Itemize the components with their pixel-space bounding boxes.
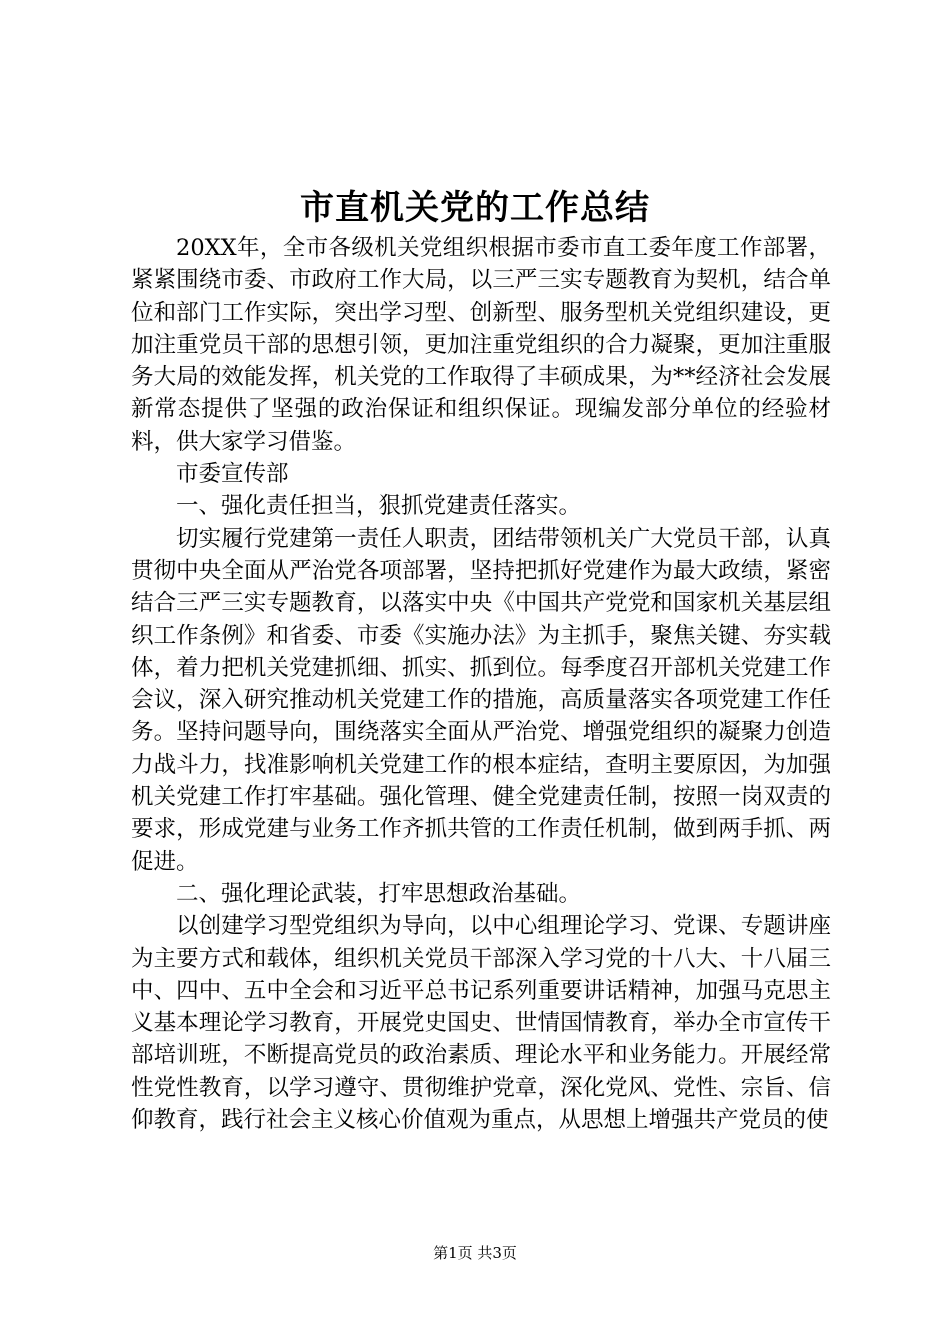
page-footer: 第1页 共3页 xyxy=(433,1244,517,1262)
section-unit-name: 市委宣传部 xyxy=(176,461,289,488)
section-heading-1: 一、强化责任担当，狠抓党建责任落实。 xyxy=(176,493,582,520)
document-title: 市直机关党的工作总结 xyxy=(300,188,650,228)
paragraph-section-2: 以创建学习型党组织为导向，以中心组理论学习、党课、专题讲座为主要方式和载体，组织机关党员干部深入学习党的十八大、十八届三中、四中、五中全会和习近平总书记系列重要讲话精神，加强马克思主义基本理论学习教育，开展党史国史、世情国情教育，举办全市宣传干部培训班，不断提高党员的政治素质、理论水平和业务能力。开展经常性党性教育，以学习遵守、贯彻维护党章，深化党风、党性、宗旨、信仰教育，践行社会主义核心价值观为重点，从思想上增强共产党员的使 xyxy=(131,913,831,1134)
paragraph-section-1: 切实履行党建第一责任人职责，团结带领机关广大党员干部，认真贯彻中央全面从严治党各项部署，坚持把抓好党建作为最大政绩，紧密结合三严三实专题教育，以落实中央《中国共产党党和国家机关基层组织工作条例》和省委、市委《实施办法》为主抓手，聚焦关键、夯实载体，着力把机关党建抓细、抓实、抓到位。每季度召开部机关党建工作会议，深入研究推动机关党建工作的措施，高质量落实各项党建工作任务。坚持问题导向，围绕落实全面从严治党、增强党组织的凝聚力创造力战斗力，找准影响机关党建工作的根本症结，查明主要原因，为加强机关党建工作打牢基础。强化管理、健全党建责任制，按照一岗双责的要求，形成党建与业务工作齐抓共管的工作责任机制，做到两手抓、两促进。 xyxy=(131,525,831,875)
paragraph-intro: 20XX年，全市各级机关党组织根据市委市直工委年度工作部署，紧紧围绕市委、市政府工作大局，以三严三实专题教育为契机，结合单位和部门工作实际，突出学习型、创新型、服务型机关党组织建设，更加注重党员干部的思想引领，更加注重党组织的合力凝聚，更加注重服务大局的效能发挥，机关党的工作取得了丰硕成果，为**经济社会发展新常态提供了坚强的政治保证和组织保证。现编发部分单位的经验材料，供大家学习借鉴。 xyxy=(131,235,831,455)
document-body xyxy=(131,232,831,1136)
section-heading-2: 二、强化理论武装，打牢思想政治基础。 xyxy=(176,880,582,907)
